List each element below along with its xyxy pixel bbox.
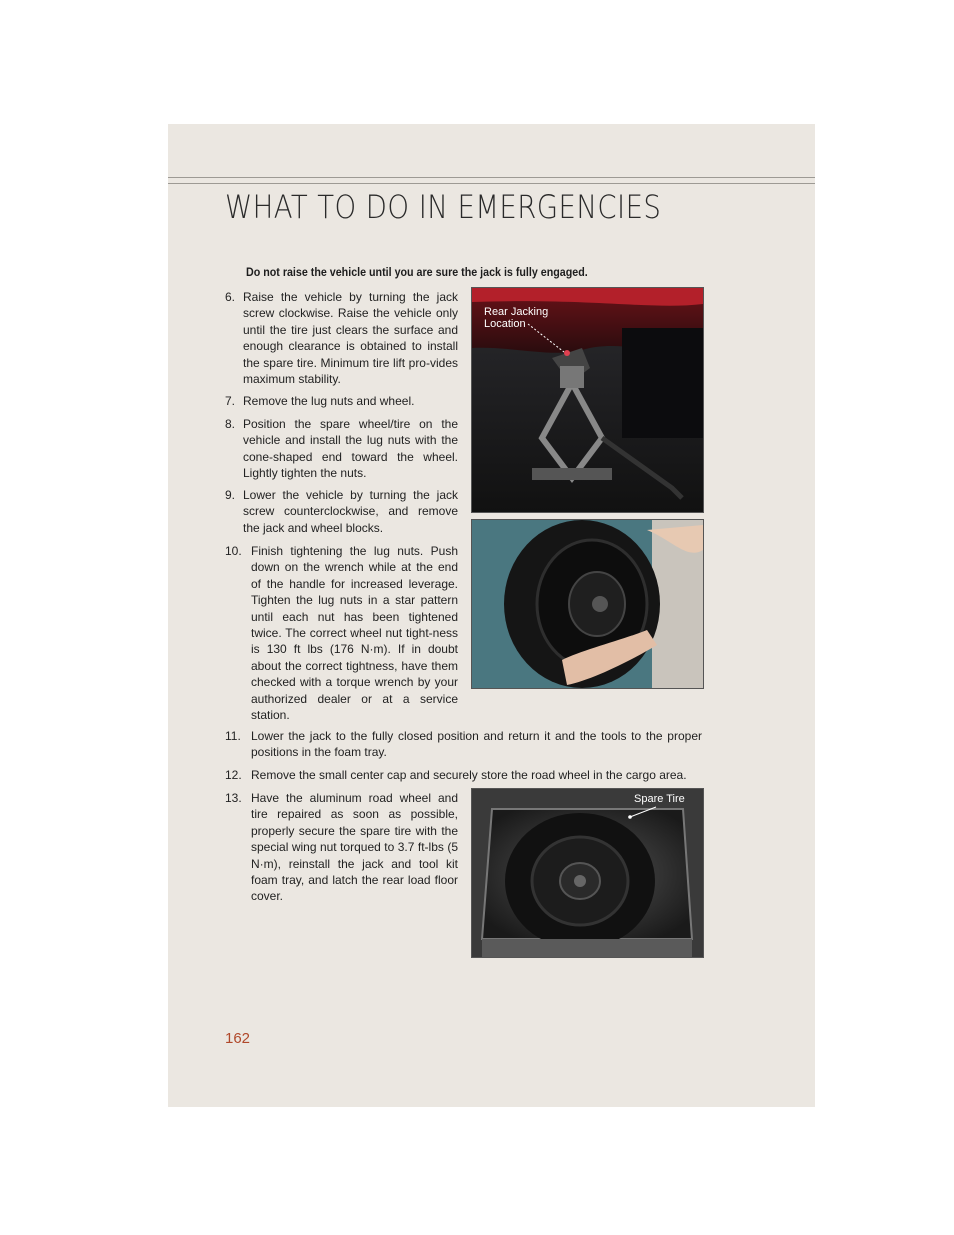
step-13 (225, 790, 458, 905)
spare-tire-callout: Spare Tire (634, 793, 685, 805)
spare-mount-photo (471, 519, 704, 689)
step-number: 12. (225, 768, 242, 782)
step-11 (225, 728, 702, 761)
step-number: 8. (225, 417, 236, 431)
step-6 (225, 289, 458, 387)
spare-callout-leader (472, 789, 703, 957)
tire-mount-illustration (472, 520, 703, 688)
warning-text: Do not raise the vehicle until you are sure the jack is fully engaged. (246, 267, 588, 279)
step-8 (225, 416, 458, 482)
step-text: Remove the lug nuts and wheel. (243, 394, 415, 408)
jacking-location-callout: Rear Jacking Location (484, 306, 549, 330)
step-text: Lower the vehicle by turning the jack screw counterclockwise, and remove the jack and wheel blocks. (243, 488, 458, 535)
step-9 (225, 487, 458, 536)
step-number: 9. (225, 488, 236, 502)
step-10 (225, 543, 458, 723)
header-rule-top (168, 177, 815, 178)
step-text: Have the aluminum road wheel and tire repaired as soon as possible, properly secure the spare tire with the special wing nut torqued to 3.7 ft-lbs (5 N·m), reinstall the jack and tool kit foam tray, and latch the rear load floor cover. (251, 791, 458, 904)
step-number: 11. (225, 729, 241, 743)
step-number: 7. (225, 394, 236, 408)
header-rule-bottom (168, 183, 815, 184)
step-number: 10. (225, 544, 242, 558)
step-number: 6. (225, 290, 236, 304)
step-text: Raise the vehicle by turning the jack screw clockwise. Raise the vehicle only until the tire just clears the surface and enough clearance is obtained to install the spare tire. Minimum tire lift pro-vides maximum stability. (243, 290, 458, 387)
jack-photo (471, 287, 704, 513)
step-12 (225, 767, 715, 783)
step-text: Position the spare wheel/tire on the vehicle and install the lug nuts with the cone-shaped end toward the wheel. Lightly tighten the nuts. (243, 417, 458, 481)
page-number: 162 (225, 1030, 251, 1047)
page-title: WHAT TO DO IN EMERGENCIES (225, 188, 662, 226)
step-text: Finish tightening the lug nuts. Push down on the wrench while at the end of the handle for increased leverage. Tighten the lug nuts in a star pattern until each nut has been tightened twice. The correct wheel nut tight-ness is 130 ft lbs (176 N·m). If in doubt about the correct tightness, have them checked with a torque wrench by your authorized dealer or at a service station. (251, 544, 458, 723)
step-text: Lower the jack to the fully closed position and return it and the tools to the proper positions in the foam tray. (251, 729, 702, 760)
callout-leader (472, 288, 703, 512)
step-7 (225, 393, 458, 409)
spare-tire-photo (471, 788, 704, 958)
step-number: 13. (225, 791, 242, 805)
step-text: Remove the small center cap and securely store the road wheel in the cargo area. (251, 768, 687, 782)
